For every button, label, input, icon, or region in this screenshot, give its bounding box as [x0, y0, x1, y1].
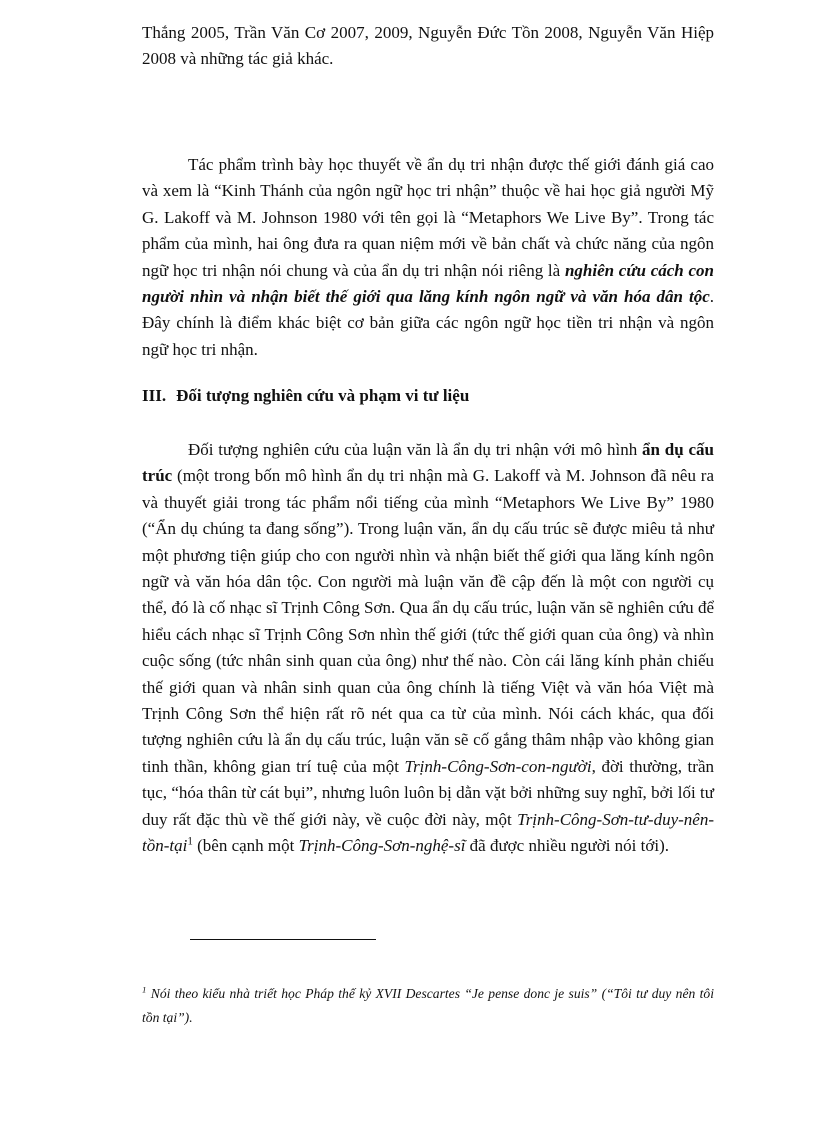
paragraph-text: Tác phẩm trình bày học thuyết về ẩn dụ tri nhận được thế giới đánh giá cao và xem là “Kinh Thánh của ngôn ngữ học tri nhận” thuộc về hai học giả người Mỹ G. Lakoff và M. Johnson 1980 với tên gọi là “Metaphors We Live By”. Trong tác phẩm của mình, hai ông đưa ra quan niệm mới về bản chất và chức năng của ngôn ngữ học tri nhận nói chung và của ẩn dụ tri nhận nói riêng là: [142, 155, 714, 280]
paragraph-text: (một trong bốn mô hình ẩn dụ tri nhận mà G. Lakoff và M. Johnson đã nêu ra và thuyết giải trong tác phẩm nổi tiếng của mình “Metaphors We Live By” 1980 (“Ẩn dụ chúng ta đang sống”). Trong luận văn, ẩn dụ cấu trúc sẽ được miêu tả như một phương tiện giúp cho con người nhìn và nhận biết thế giới qua lăng kính ngôn ngữ và văn hóa dân tộc. Con người mà luận văn đề cập đến là một con người cụ thể, đó là cố nhạc sĩ Trịnh Công Sơn. Qua ẩn dụ cấu trúc, luận văn sẽ nghiên cứu để hiểu cách nhạc sĩ Trịnh Công Sơn nhìn thế giới (tức thế giới quan của ông) và nhìn cuộc sống (tức nhân sinh quan của ông) như thế nào. Còn cái lăng kính phản chiếu thế giới quan và nhân sinh quan của ông chính là tiếng Việt và văn hóa Việt mà Trịnh Công Sơn thể hiện rất rõ nét qua ca từ của mình. Nói cách khác, qua đối tượng nghiên cứu là ẩn dụ cấu trúc, luận văn sẽ cố gắng thâm nhập vào không gian tinh thần, không gian trí tuệ của một: [142, 466, 714, 776]
footnote-marker: 1: [142, 984, 147, 995]
paragraph-text: , đời thường, trần tục, “hóa thân từ cát bụi”, nhưng luôn luôn bị dằn vặt bởi những suy nghĩ, bởi lối tư duy rất đặc thù về thế giới này, về cuộc đời này, một: [142, 756, 714, 829]
section-number: III.: [142, 386, 167, 405]
paragraph-text: Thắng 2005, Trần Văn Cơ 2007, 2009, Nguyễn Đức Tồn 2008, Nguyễn Văn Hiệp 2008 và những tác giả khác.: [142, 23, 714, 69]
section-heading: [142, 386, 469, 406]
footnote-text: Nói theo kiểu nhà triết học Pháp thế kỷ XVII Descartes “Je pense donc je suis” (“Tôi tư duy nên tôi tồn tại”).: [142, 986, 714, 1025]
footnote: [142, 982, 714, 1030]
paragraph-text: . Đây chính là điểm khác biệt cơ bản giữa các ngôn ngữ học tiền tri nhận và ngôn ngữ học tri nhận.: [142, 287, 714, 359]
emphasis-text: nghiên cứu cách con người nhìn và nhận biết thế giới qua lăng kính ngôn ngữ và văn hóa dân tộc: [142, 260, 714, 307]
italic-term: Trịnh-Công-Sơn-con-người: [404, 756, 592, 776]
paragraph-intro-continuation: [142, 20, 714, 73]
paragraph-metaphors-we-live-by: [142, 152, 714, 363]
paragraph-text: (bên cạnh một: [192, 836, 299, 856]
italic-term: Trịnh-Công-Sơn-tư-duy-nên-tồn-tại: [142, 809, 714, 856]
paragraph-text: đã được nhiều người nói tới).: [465, 836, 669, 856]
section-title: Đối tượng nghiên cứu và phạm vi tư liệu: [176, 386, 470, 405]
bold-term: ẩn dụ cấu trúc: [142, 440, 714, 486]
paragraph-text: Đối tượng nghiên cứu của luận văn là ẩn dụ tri nhận với mô hình: [188, 440, 643, 459]
footnote-reference[interactable]: 1: [187, 835, 193, 848]
footnote-separator: [190, 939, 376, 940]
italic-term: Trịnh-Công-Sơn-nghệ-sĩ: [298, 836, 466, 856]
paragraph-research-object: [142, 437, 714, 860]
